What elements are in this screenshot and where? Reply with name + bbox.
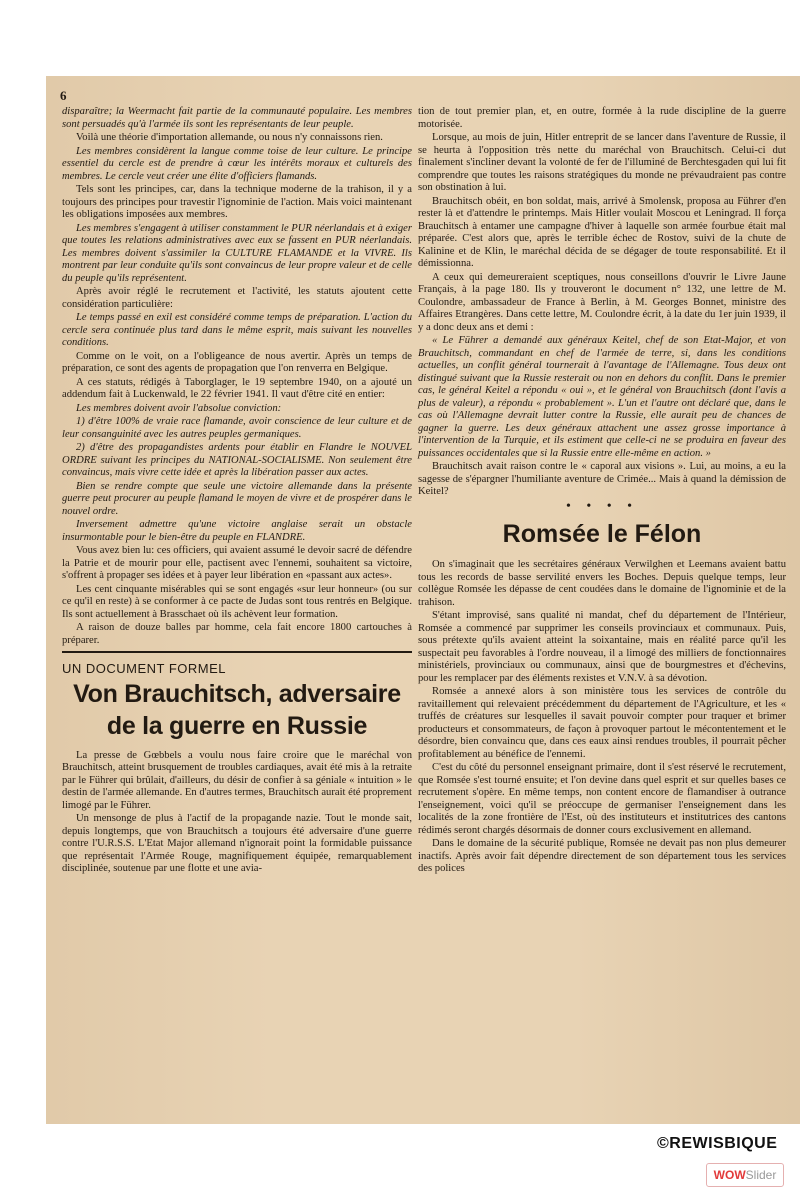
article-paragraph: Vous avez bien lu: ces officiers, qui avaient assumé le devoir sacré de défendre la Patrie et de mourir pour elle, pactisent avec l'ennemi, souhaitent sa victoire, s'offrent à propager ses idées et à payer leur libération en «passant aux actes». <box>62 545 412 581</box>
article-paragraph: Les cent cinquante misérables qui se sont engagés «sur leur honneur» (ou sur ce qu'il en reste) à se conformer à ce pacte de Judas sont tous rentrés en Belgique. Ils sont actuellement à Brasschaet où ils achèvent leur formation. <box>62 583 412 620</box>
watermark-text: ©REWISBIQUE <box>657 1135 778 1152</box>
quoted-letter: « Le Führer a demandé aux généraux Keitel, chef de son Etat-Major, et von Brauchitsch, commandant en chef de l'armée de terre, si, dans les conditions actuelles, un conflit général tournerait à l'avantage de l'Allemagne. Tous deux ont distingué suivant que la Russie resterait ou non en dehors du conflit. Dans le premier cas, le général Keitel a répondu « oui », et le général von Brauchitsch (dont l'avis a plus de valeur), a répondu « probablement ». L'un et l'autre ont déclaré que, dans le cas où l'Allemagne devrait lutter contre la Russie, elle aurait peu de chances de gagner la guerre. Les deux généraux attachent une assez grosse importance à l'intervention de la Turquie, et ils estiment que celle-ci ne se produira en faveur des puissances occidentales que si la Russie entre elle-même en action. » <box>418 335 786 459</box>
slider-badge-rest: Slider <box>745 1168 777 1182</box>
right-column <box>418 106 786 877</box>
slider-badge[interactable] <box>706 1163 784 1187</box>
article-paragraph: A raison de douze balles par homme, cela fait encore 1800 cartouches à préparer. <box>62 622 412 646</box>
article-paragraph: Les membres s'engagent à utiliser constamment le PUR néerlandais et à exiger que toutes les relations administratives avec eux se fassent en PUR néerlandais. Les membres doivent s'assimiler la CULTURE FLAMANDE et la VIVRE. Ils montrent par leur conduite qu'ils sont convaincus de leur propre valeur et de celle du peuple qu'ils représentent. <box>62 222 412 284</box>
article-paragraph: 1) d'être 100% de vraie race flamande, avoir conscience de leur culture et de leur consanguinité avec les autres peuples germaniques. <box>62 416 412 440</box>
article-paragraph: Les membres considèrent la langue comme toise de leur culture. Le principe essentiel du cercle est de prendre à cœur les intérêts moraux et culturels des membres. Le cercle veut créer une élite d'officiers flamands. <box>62 145 412 182</box>
headline-line-2: de la guerre en Russie <box>106 711 368 740</box>
article-paragraph: C'est du côté du personnel enseignant primaire, dont il s'est réservé le recrutement, que Romsée s'est tourné ensuite; et l'on devine dans quel esprit et sur quelles bases ce recrutement s'opère. En même temps, non content encore de flamandiser à outrance l'enseignement, voici qu'il se préoccupe de germaniser l'enseignement dans les localités de la zone frontière de l'Est, où des instituteurs et institutrices des cantons rédimés seront chargés désormais de donner cours exclusivement en allemand. <box>418 762 786 836</box>
article-paragraph: Tels sont les principes, car, dans la technique moderne de la trahison, il y a toujours des principes pour travestir l'ignominie de l'action. Mais voici maintenant les obligations imposées aux membres. <box>62 184 412 220</box>
article-paragraph: Brauchitsch obéit, en bon soldat, mais, arrivé à Smolensk, proposa au Führer d'en rester là et d'attendre le printemps. Mais Hitler voulait Moscou et Leningrad. Il força Brauchitsch à entamer une campagne d'hiver à laquelle son armée fourbue était mal préparée. C'est alors que, après le terrible échec de Rostov, suivi de la chute de Kalinine et de Klin, le maréchal décida de se dégager de toute responsabilité. Et il démissionna. <box>418 195 786 269</box>
article-paragraph: Après avoir réglé le recrutement et l'activité, les statuts ajoutent cette considération particulière: <box>62 286 412 310</box>
article-kicker: UN DOCUMENT FORMEL <box>62 661 227 676</box>
article-headline-romsee: Romsée le Félon <box>502 520 702 548</box>
article-paragraph: A ces statuts, rédigés à Taborglager, le 19 septembre 1940, on a ajouté un addendum fait à Luckenwald, le 22 février 1941. Il vaut d'être cité en entier: <box>62 376 412 400</box>
article-paragraph: Bien se rendre compte que seule une victoire allemande dans la présente guerre peut procurer au peuple flamand le moyen de vivre et de prospérer dans le nouvel ordre. <box>62 480 412 517</box>
left-column <box>62 106 412 877</box>
article-paragraph: Le temps passé en exil est considéré comme temps de préparation. L'action du cercle sera continuée plus tard dans le même esprit, mais suivant les nouvelles conditions. <box>62 312 412 348</box>
article-paragraph: Inversement admettre qu'une victoire anglaise serait un obstacle insurmontable pour le bien-être du peuple en FLANDRE. <box>62 519 412 543</box>
section-divider: • • • • <box>565 498 639 514</box>
article-paragraph: Brauchitsch avait raison contre le « caporal aux visions ». Lui, au moins, a eu la sagesse de s'épargner l'humiliante aventure de Crimée... Mais à quand la démission de Keitel? <box>418 461 786 497</box>
article-paragraph: Un mensonge de plus à l'actif de la propagande nazie. Tout le monde sait, depuis longtemps, que von Brauchitsch a toujours été adversaire d'une guerre contre l'U.R.S.S. L'Etat Major allemand n'ignorait point la formidable puissance que représentait l'Armée Rouge, magnifiquement équipée, remarquablement disciplinée, soutenue par une flotte et une avia- <box>62 813 412 874</box>
article-paragraph: Dans le domaine de la sécurité publique, Romsée ne devait pas non plus demeurer inactifs. Après avoir fait dépendre directement de son département tous les services des polices <box>418 838 786 874</box>
article-headline <box>62 678 412 742</box>
article-paragraph: S'étant improvisé, sans qualité ni mandat, chef du département de l'Intérieur, Romsée a commencé par supprimer les conseils provinciaux et communaux. Puis, sous prétexte qu'ils avaient atteint la soixantaine, mais en réalité parce qu'il les suspectait peu favorables à l'ordre nouveau, il a limogé des milliers de fonctionnaires ministériels, provinciaux ou communaux, ainsi que de bourgmestres et d'échevins, pour les remplacer par des éléments rexistes et V.N.V. à sa dévotion. <box>418 610 786 684</box>
article-paragraph: La presse de Gœbbels a voulu nous faire croire que le maréchal von Brauchitsch, atteint brusquement de troubles cardiaques, avait été mis à la retraite par le Führer qui brûlait, d'ailleurs, du désir de confier à sa géniale « intuition » le destin de l'armée allemande. En d'autres termes, Brauchitsch aurait été proprement limogé par le Führer. <box>62 749 412 811</box>
article-paragraph: Comme on le voit, on a l'obligeance de nous avertir. Après un temps de préparation, ce sont des agents de propagation que l'on renverra en Belgique. <box>62 350 412 374</box>
page-number: 6 <box>60 88 67 103</box>
article-paragraph: Les membres doivent avoir l'absolue conviction: <box>76 402 282 414</box>
section-rule <box>62 651 412 653</box>
article-paragraph: Romsée a annexé alors à son ministère tous les services de contrôle du ravitaillement qui relevaient précédemment du département de l'Agriculture, et les « truffés de créatures sur lesquelles il savait pouvoir compter pour traquer et brimer producteurs et consommateurs, de façon à provoquer partout le mécontentement et le désordre, bien convaincu que, dans ces eaux ainsi rendues troubles, il pourrait pêcher profitablement au bénéfice de l'ennemi. <box>418 686 786 760</box>
newspaper-page <box>46 76 800 1152</box>
article-paragraph: On s'imaginait que les secrétaires généraux Verwilghen et Leemans avaient battu tous les records de basse servilité envers les Boches. Depuis quelque temps, leur collègue Romsée les dépasse de cent coudées dans le domaine de l'ignominie et de la trahison. <box>418 559 786 608</box>
article-paragraph: Voilà une théorie d'importation allemande, ou nous n'y connaissons rien. <box>76 132 383 143</box>
article-paragraph: tion de tout premier plan, et, en outre, formée à la rude discipline de la guerre motorisée. <box>418 106 786 130</box>
slider-badge-brand: WOW <box>713 1168 746 1182</box>
headline-line-1: Von Brauchitsch, adversaire <box>73 679 401 708</box>
article-paragraph: disparaître; la Weermacht fait partie de la communauté populaire. Les membres sont persuadés qu'à l'armée ils sont les représentants de leur peuple. <box>62 106 412 130</box>
article-paragraph: Lorsque, au mois de juin, Hitler entreprit de se lancer dans l'aventure de Russie, il se heurta à l'opposition très nette du maréchal von Brauchitsch. Celui-ci dut finalement s'incliner devant la volonté de fer de l'illuminé de Berchtesgaden qui lui fit comprendre que toutes les raisons stratégiques du monde ne prévaudraient pas contre son obstination à lui. <box>418 132 786 193</box>
article-paragraph: 2) d'être des propagandistes ardents pour établir en Flandre le NOUVEL ORDRE suivant les principes du NATIONAL-SOCIALISME. Non seulement être convaincus, mais vivre cette idée et après la libération passer aux actes. <box>62 442 412 478</box>
article-paragraph: A ceux qui demeureraient sceptiques, nous conseillons d'ouvrir le Livre Jaune Français, à la page 180. Ils y trouveront le document n° 132, une lettre de M. Coulondre, ambassadeur de France à Berlin, à M. Georges Bonnet, ministre des Affaires Etrangères. Dans cette lettre, M. Coulondre écrit, à la date du 1er juin 1939, il y a donc deux ans et demi : <box>418 271 786 333</box>
